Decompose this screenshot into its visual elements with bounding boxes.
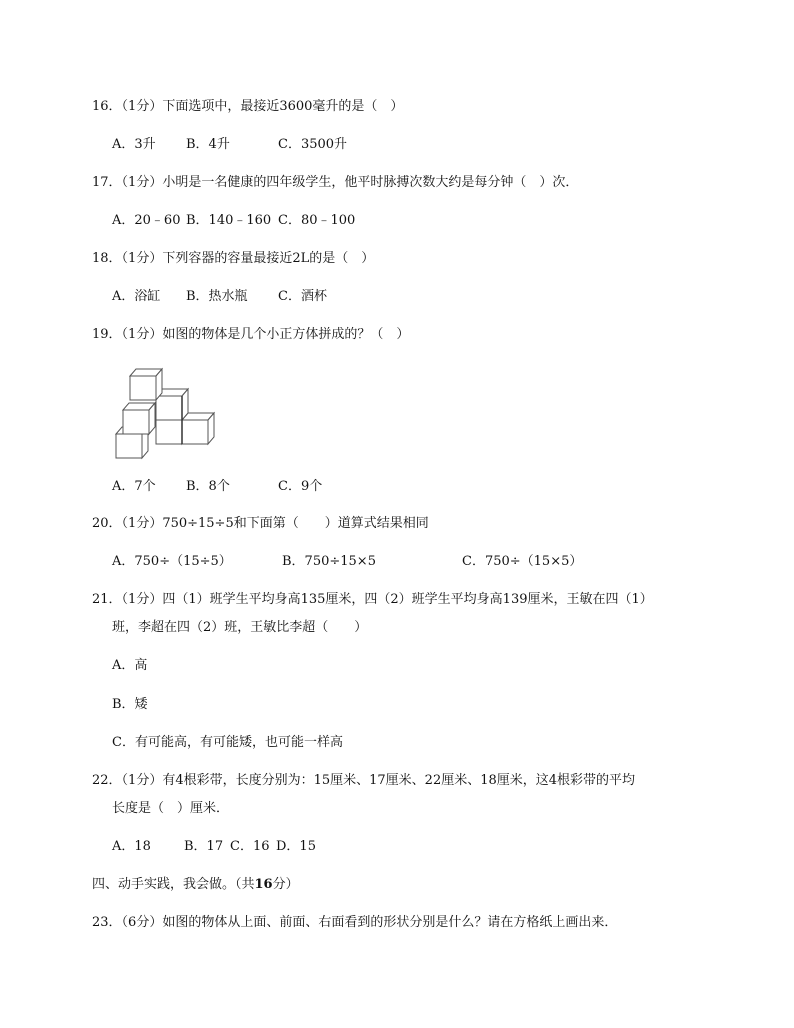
option-b: B．140﹣160 — [186, 213, 272, 228]
question-21-option-b: B．矮 — [112, 697, 148, 712]
question-21-stem-line-2: 班，李超在四（2）班，王敏比李超（ ） — [112, 620, 368, 635]
question-16-options — [112, 137, 347, 153]
option-a: A．20﹣60 — [112, 213, 181, 228]
option-b: B．4升 — [186, 137, 230, 152]
option-b: B．8个 — [186, 479, 230, 494]
option-a: A．18 — [112, 839, 151, 854]
option-b: B．热水瓶 — [186, 289, 248, 304]
question-16-stem: 16．（1分）下面选项中，最接近3600毫升的是（ ） — [92, 99, 404, 114]
cube — [130, 369, 162, 400]
question-21-stem-line-1: 21．（1分）四（1）班学生平均身高135厘米，四（2）班学生平均身高139厘米，王敏在四（1） — [92, 592, 653, 607]
question-17-options — [112, 213, 355, 229]
question-21-option-c: C．有可能高，有可能矮，也可能一样高 — [112, 735, 343, 750]
question-21-option-a: A．高 — [112, 658, 148, 673]
option-d: D．15 — [276, 839, 316, 854]
option-c: C．9个 — [278, 479, 323, 494]
option-a: A．7个 — [112, 479, 156, 494]
cube — [123, 403, 155, 434]
option-c: C．750÷（15×5） — [462, 554, 583, 569]
question-20-options — [112, 554, 582, 570]
section-4-score: 16 — [254, 877, 273, 892]
question-23-stem: 23．（6分）如图的物体从上面、前面、右面看到的形状分别是什么？请在方格纸上画出来． — [92, 915, 618, 930]
option-b: B．17 — [184, 839, 224, 854]
option-c: C．酒杯 — [278, 289, 327, 304]
question-22-stem-line-1: 22．（1分）有4根彩带，长度分别为：15厘米、17厘米、22厘米、18厘米，这4根彩带的平均 — [92, 773, 636, 788]
section-4-title: 四、动手实践，我会做。（共16分） — [92, 877, 299, 892]
cube — [182, 413, 214, 444]
option-a: A．750÷（15÷5） — [112, 554, 232, 569]
option-a: A．3升 — [112, 137, 156, 152]
question-20-stem: 20．（1分）750÷15÷5和下面第（ ）道算式结果相同 — [92, 516, 429, 531]
question-17-stem: 17．（1分）小明是一名健康的四年级学生，他平时脉搏次数大约是每分钟（ ）次． — [92, 175, 579, 190]
option-c: C．3500升 — [278, 137, 348, 152]
question-18-stem: 18．（1分）下列容器的容量最接近2L的是（ ） — [92, 251, 375, 266]
option-b: B．750÷15×5 — [282, 554, 376, 569]
question-22-stem-line-2: 长度是（ ）厘米． — [112, 801, 230, 816]
option-c: C．16 — [230, 839, 270, 854]
cube-stack-figure — [110, 364, 222, 460]
question-18-options — [112, 289, 327, 305]
question-19-options — [112, 479, 322, 495]
option-a: A．浴缸 — [112, 289, 161, 304]
question-22-options — [112, 839, 316, 855]
option-c: C．80﹣100 — [278, 213, 356, 228]
question-19-stem: 19．（1分）如图的物体是几个小正方体拼成的？（ ） — [92, 327, 410, 342]
